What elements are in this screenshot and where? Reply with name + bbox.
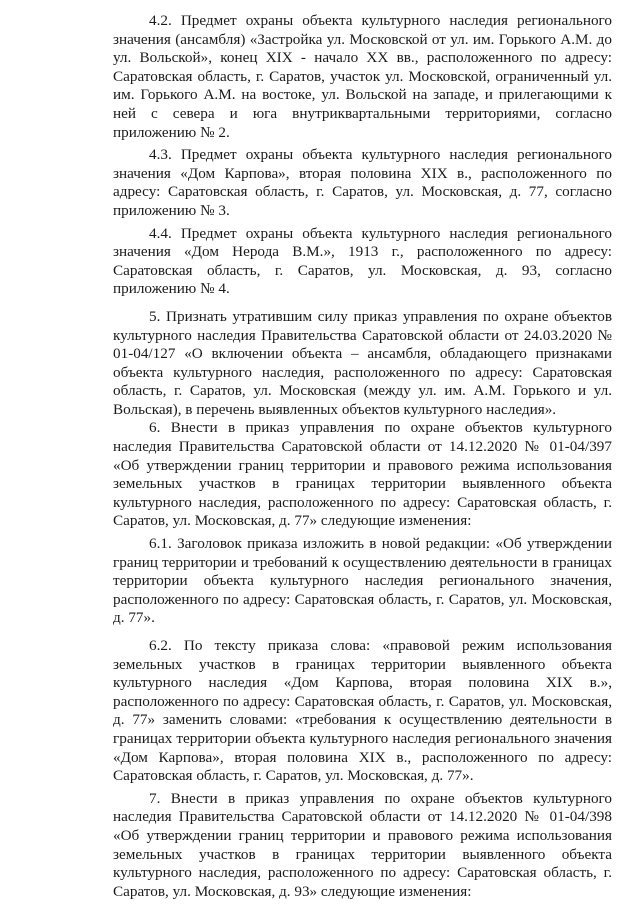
paragraph-4-2: 4.2. Предмет охраны объекта культурного наследия регионального значения (ансамбля) «Застройка ул. Московской от ул. им. Горького А.М. до ул. Вольской», конец XIX - начало XX вв., расположенного по адресу: Саратовская область, г. Саратов, участок ул. Московской, ограниченный ул. им. Горького А.М. на востоке, ул. Вольской на западе, и прилегающими к ней с севера и юга внутриквартальными территориями, согласно приложению № 2. <box>113 12 612 141</box>
paragraph-7: 7. Внести в приказ управления по охране объектов культурного наследия Правительства Саратовской области от 14.12.2020 № 01-04/398 «Об утверждении границ территории и правового режима использования земельных участков в границах территории выявленного объекта культурного наследия, расположенного по адресу: Саратовская область, г. Саратов, ул. Московская, д. 93» следующие изменения: <box>113 789 612 900</box>
paragraph-6-2: 6.2. По тексту приказа слова: «правовой режим использования земельных участков в границах территории выявленного объекта культурного наследия «Дом Карпова, вторая половина XIX в.», расположенного по адресу: Саратовская область, г. Саратов, ул. Московская, д. 77» заменить словами: «требования к осуществлению деятельности в границах территории объекта культурного наследия регионального значения «Дом Карпова», вторая половина XIX в., расположенного по адресу: Саратовская область, г. Саратов, ул. Московская, д. 77». <box>113 637 612 785</box>
paragraph-5: 5. Признать утратившим силу приказ управления по охране объектов культурного наследия Правительства Саратовской области от 24.03.2020 № 01-04/127 «О включении объекта – ансамбля, обладающего признаками объекта культурного наследия, расположенного по адресу: Саратовская область, г. Саратов, ул. Московская (между ул. им. А.М. Горького и ул. Вольская), в перечень выявленных объектов культурного наследия». <box>113 307 612 418</box>
paragraph-4-4: 4.4. Предмет охраны объекта культурного наследия регионального значения «Дом Нерода В.М.», 1913 г., расположенного по адресу: Саратовская область, г. Саратов, ул. Московская, д. 93, согласно приложению № 4. <box>113 224 612 298</box>
paragraph-6: 6. Внести в приказ управления по охране объектов культурного наследия Правительства Саратовской области от 14.12.2020 № 01-04/397 «Об утверждении границ территории и правового режима использования земельных участков в границах территории выявленного объекта культурного наследия, расположенного по адресу: Саратовская область, г. Саратов, ул. Московская, д. 77» следующие изменения: <box>113 419 612 530</box>
paragraph-6-1: 6.1. Заголовок приказа изложить в новой редакции: «Об утверждении границ территории и требований к осуществлению деятельности в границах территории объекта культурного наследия регионального значения, расположенного по адресу: Саратовская область, г. Саратов, ул. Московская, д. 77». <box>113 535 612 627</box>
paragraph-4-3: 4.3. Предмет охраны объекта культурного наследия регионального значения «Дом Карпова», вторая половина XIX в., расположенного по адресу: Саратовская область, г. Саратов, ул. Московская, д. 77, согласно приложению № 3. <box>113 146 612 219</box>
